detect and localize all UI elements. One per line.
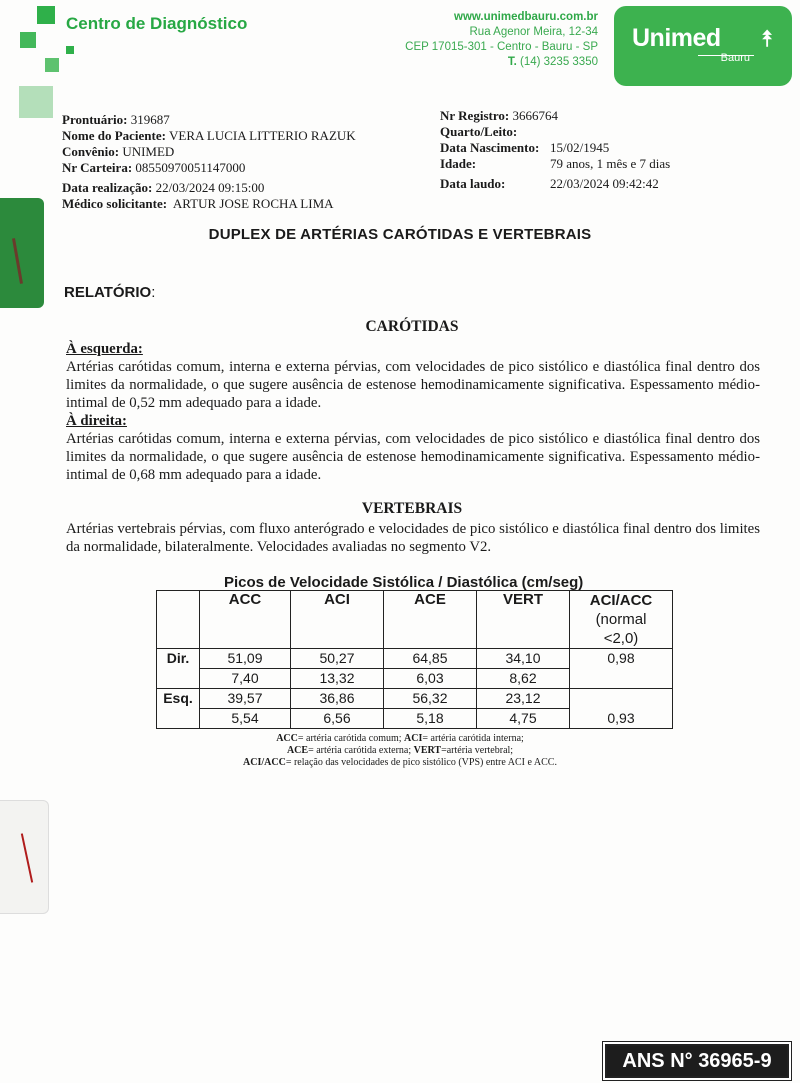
col-header-ratio <box>570 591 673 649</box>
row-label: Dir. <box>157 649 200 689</box>
data-realizacao-label: Data realização: <box>62 180 153 195</box>
esquerda-label: À esquerda: <box>66 341 143 357</box>
idade-label: Idade: <box>440 156 477 171</box>
logo-name: Unimed <box>632 24 721 52</box>
table-cell: 51,09 <box>200 649 291 669</box>
tree-icon: ⯭ <box>760 26 774 51</box>
address-line-1: Rua Agenor Meira, 12-34 <box>469 26 598 38</box>
note-text: =artéria vertebral; <box>441 745 514 756</box>
table-cell: 36,86 <box>291 689 384 709</box>
relatorio-heading <box>64 284 155 301</box>
col-header: VERT <box>477 591 570 649</box>
logo-square <box>45 58 59 72</box>
table-cell: 6,03 <box>384 669 477 689</box>
corner-cell <box>157 591 200 649</box>
address-line-2: CEP 17015-301 - Centro - Bauru - SP <box>405 41 598 53</box>
registro-label: Nr Registro: <box>440 108 510 123</box>
note-text: = artéria carótida interna; <box>422 733 524 744</box>
row-label: Esq. <box>157 689 200 729</box>
table-title: Picos de Velocidade Sistólica / Diastólica (cm/seg) <box>224 574 584 591</box>
data-realizacao-value: 22/03/2024 09:15:00 <box>155 180 265 195</box>
logo-city: Bauru <box>720 52 750 64</box>
table-row <box>157 689 673 709</box>
table-cell: 7,40 <box>200 669 291 689</box>
table-cell: 4,75 <box>477 709 570 729</box>
exam-info-left <box>62 180 334 212</box>
phone <box>405 55 598 70</box>
table-cell: 39,57 <box>200 689 291 709</box>
logo-square <box>66 46 74 54</box>
registro-value: 3666764 <box>512 108 558 123</box>
col-header: ACC <box>200 591 291 649</box>
esquerda-text: Artérias carótidas comum, interna e externa pérvias, com velocidades de pico sistólico e diastólica final dentro dos limites da normalidade, o que sugere ausência de estenose hemodinamicamente significativa. Espessamento médio-intimal de 0,52 mm adequado para a idade. <box>66 359 760 411</box>
carteira-value: 08550970051147000 <box>135 160 246 175</box>
logo-square <box>19 86 53 118</box>
convenio-value: UNIMED <box>122 144 175 159</box>
table-row <box>157 649 673 669</box>
carteira-label: Nr Carteira: <box>62 160 133 175</box>
logo-square <box>20 32 36 48</box>
note-text: = relação das velocidades de pico sistólico (VPS) entre ACI e ACC. <box>285 757 557 768</box>
table-cell: 13,32 <box>291 669 384 689</box>
unimed-logo <box>614 6 792 86</box>
table-header-row <box>157 591 673 649</box>
ratio-cell: 0,93 <box>570 689 673 729</box>
convenio-label: Convênio: <box>62 144 120 159</box>
logo-square <box>37 6 55 24</box>
note-text: = artéria carótida comum; <box>297 733 405 744</box>
patient-info-right <box>440 108 670 172</box>
brand-name: Centro de Diagnóstico <box>66 14 248 33</box>
prontuario-label: Prontuário: <box>62 112 128 127</box>
quarto-label: Quarto/Leito: <box>440 124 518 139</box>
note-abbr: ACC <box>276 733 298 744</box>
velocity-table <box>156 590 673 729</box>
ans-badge: ANS N° 36965-9 <box>605 1044 789 1078</box>
nascimento-label: Data Nascimento: <box>440 140 540 155</box>
phone-prefix: T. <box>507 56 517 68</box>
vertebrais-text: Artérias vertebrais pérvias, com fluxo anterógrado e velocidades de pico sistólico e diastólica final dentro dos limites da normalidade, bilateralmente. Velocidades avaliadas no segmento V2. <box>66 521 760 555</box>
clip-icon <box>21 833 33 882</box>
patient-info-left <box>62 112 356 176</box>
nome-value: VERA LUCIA LITTERIO RAZUK <box>168 128 356 143</box>
table-cell: 56,32 <box>384 689 477 709</box>
relatorio-colon: : <box>151 284 156 301</box>
note-abbr: VERT <box>413 745 442 756</box>
medico-label: Médico solicitante: <box>62 196 168 211</box>
direita-label: À direita: <box>66 413 127 429</box>
table-cell: 64,85 <box>384 649 477 669</box>
website-link[interactable]: www.unimedbauru.com.br <box>454 11 598 23</box>
table-cell: 8,62 <box>477 669 570 689</box>
clinic-address <box>405 10 598 70</box>
side-tab <box>0 800 49 914</box>
relatorio-label: RELATÓRIO <box>64 284 152 301</box>
ratio-note: <2,0) <box>603 630 639 647</box>
idade-value: 79 anos, 1 mês e 7 dias <box>550 156 671 171</box>
ratio-header: ACI/ACC <box>589 592 653 609</box>
col-header: ACE <box>384 591 477 649</box>
table-cell: 5,54 <box>200 709 291 729</box>
note-abbr: ACI <box>404 733 423 744</box>
clip-icon <box>12 238 23 284</box>
side-tab <box>0 198 44 308</box>
ratio-cell: 0,98 <box>570 649 673 689</box>
data-laudo-value: 22/03/2024 09:42:42 <box>550 176 659 191</box>
direita-text: Artérias carótidas comum, interna e externa pérvias, com velocidades de pico sistólico e diastólica final dentro dos limites da normalidade, o que sugere ausência de estenose hemodinamicamente significativa. Espessamento médio-intimal de 0,68 mm adequado para a idade. <box>66 431 760 483</box>
left-carotid-section <box>66 340 760 484</box>
laudo-info <box>440 176 659 192</box>
carotidas-title: CARÓTIDAS <box>365 318 459 335</box>
nascimento-value: 15/02/1945 <box>550 140 610 155</box>
table-cell: 5,18 <box>384 709 477 729</box>
prontuario-value: 319687 <box>130 112 170 127</box>
table-notes <box>0 733 800 769</box>
table-cell: 6,56 <box>291 709 384 729</box>
medico-value: ARTUR JOSE ROCHA LIMA <box>172 196 334 211</box>
note-abbr: ACI/ACC <box>243 757 286 768</box>
col-header: ACI <box>291 591 384 649</box>
table-cell: 50,27 <box>291 649 384 669</box>
note-abbr: ACE <box>286 745 309 756</box>
nome-label: Nome do Paciente: <box>62 128 166 143</box>
ratio-note: (normal <box>595 611 647 628</box>
exam-title: DUPLEX DE ARTÉRIAS CARÓTIDAS E VERTEBRAIS <box>208 226 592 243</box>
vertebrais-title: VERTEBRAIS <box>361 500 463 517</box>
data-laudo-label: Data laudo: <box>440 176 506 191</box>
phone-number: (14) 3235 3350 <box>519 56 598 68</box>
table-cell: 34,10 <box>477 649 570 669</box>
note-text: = artéria carótida externa; <box>308 745 414 756</box>
table-cell: 23,12 <box>477 689 570 709</box>
